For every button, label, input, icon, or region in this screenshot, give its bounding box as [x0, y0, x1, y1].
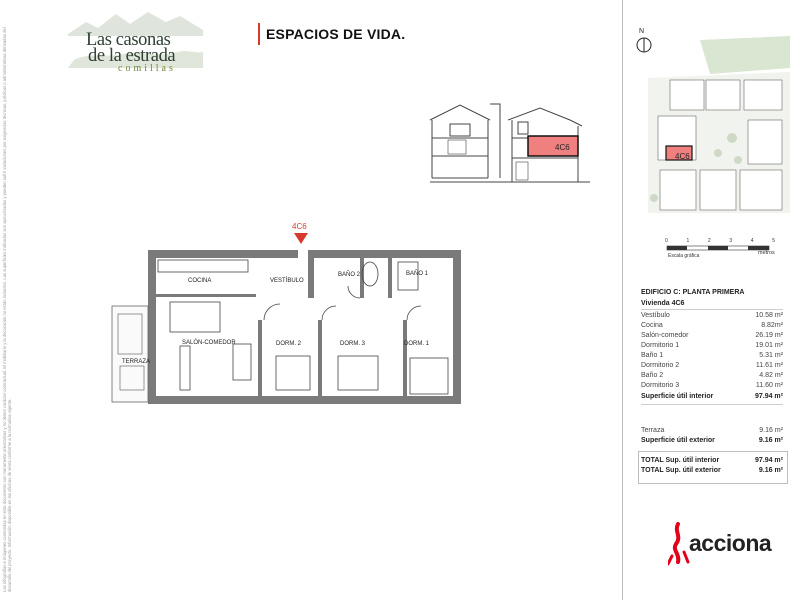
scale-tick-0: 0 [665, 238, 668, 244]
area-label: Dormitorio 1 [641, 342, 680, 349]
area-label: Salón-comedor [641, 332, 689, 339]
area-label: Baño 2 [641, 372, 664, 379]
section-unit-label: 4C6 [555, 143, 570, 152]
table-divider [641, 309, 783, 310]
area-label: Terraza [641, 427, 665, 434]
north-label: N [639, 28, 645, 35]
area-row-bano2 [641, 372, 783, 379]
area-row-dorm1 [641, 342, 783, 349]
scale-tick-5: 5 [772, 238, 775, 244]
total-row-interior [641, 457, 783, 464]
building-heading: EDIFICIO C: PLANTA PRIMERA [641, 289, 745, 296]
page-title: ESPACIOS DE VIDA. [266, 26, 406, 42]
room-label-terraza: TERRAZA [122, 359, 151, 365]
room-label-bano1: BAÑO 1 [406, 271, 429, 277]
brand-subtitle: comillas [118, 63, 176, 74]
area-value: 8.82m² [761, 322, 783, 329]
title-accent-bar [258, 23, 260, 45]
scale-ticks [665, 238, 775, 244]
acciona-wordmark: acciona [689, 530, 772, 556]
area-row-vestibulo [641, 312, 783, 319]
brand-line-2: de la estrada [88, 46, 176, 66]
column-divider [622, 0, 623, 600]
area-value: 4.82 m² [759, 372, 783, 379]
area-label: Superficie útil exterior [641, 437, 715, 444]
total-value: 9.16 m² [758, 467, 783, 474]
area-row-dorm2 [641, 362, 783, 369]
plan-unit-label: 4C6 [292, 222, 307, 231]
area-row-bano1 [641, 352, 783, 359]
room-label-dorm1: DORM. 1 [404, 341, 430, 347]
area-row-terraza [641, 427, 783, 434]
area-row-salon [641, 332, 783, 339]
area-label: Cocina [641, 322, 663, 329]
area-label: Vestíbulo [641, 312, 670, 319]
total-row-exterior [641, 467, 783, 474]
area-value: 19.01 m² [755, 342, 783, 349]
area-row-exterior-total [641, 437, 783, 444]
room-label-dorm2: DORM. 2 [276, 341, 302, 347]
scale-label: Escala gráfica [668, 253, 700, 259]
acciona-logo-icon [668, 522, 690, 566]
total-label: TOTAL Sup. útil interior [641, 457, 720, 464]
room-label-dorm3: DORM. 3 [340, 341, 366, 347]
area-value: 10.58 m² [755, 312, 783, 319]
area-row-interior-total [641, 393, 783, 400]
scale-tick-4: 4 [750, 238, 754, 244]
scale-tick-3: 3 [729, 238, 733, 244]
site-unit-label: 4C6 [675, 152, 690, 161]
area-value: 26.19 m² [755, 332, 783, 339]
entry-marker-icon [294, 233, 308, 245]
area-label: Superficie útil interior [641, 393, 714, 400]
room-label-bano2: BAÑO 2 [338, 272, 361, 278]
area-row-cocina [641, 322, 783, 329]
room-label-cocina: COCINA [188, 278, 212, 284]
building-section-drawing [420, 100, 600, 192]
area-value: 97.94 m² [754, 393, 783, 400]
room-label-salon: SALÓN-COMEDOR [182, 340, 236, 346]
scale-unit: metros [758, 250, 775, 256]
room-label-vestibulo: VESTÍBULO [270, 278, 304, 284]
scale-tick-2: 2 [707, 238, 711, 244]
brand-line-1: Las casonas [86, 30, 171, 50]
area-label: Dormitorio 3 [641, 382, 680, 389]
table-divider [641, 404, 783, 405]
area-value: 9.16 m² [758, 437, 783, 444]
legal-disclaimer [2, 8, 30, 592]
disclaimer-text: Las infografías e imágenes contenidas en este documento son meramente orientativas y no tienen carácter contractual. El mobiliario y la decoración no están incluidos. Las superficies indicadas son aproximadas y pueden sufrir variaciones por exigencias técnicas, jurídicas o administrativas derivadas del desarrollo del proyecto. Información disponible en las oficinas de venta conforme a la normativa vigente. [2, 27, 12, 592]
area-value: 11.61 m² [755, 362, 783, 369]
area-value: 5.31 m² [759, 352, 783, 359]
total-value: 97.94 m² [754, 457, 783, 464]
scale-tick-1: 1 [686, 238, 690, 244]
area-value: 9.16 m² [759, 427, 783, 434]
area-label: Baño 1 [641, 352, 664, 359]
site-plan-map [640, 28, 790, 218]
total-label: TOTAL Sup. útil exterior [641, 467, 721, 474]
area-value: 11.60 m² [755, 382, 783, 389]
area-label: Dormitorio 2 [641, 362, 680, 369]
area-row-dorm3 [641, 382, 783, 389]
unit-subheading: Vivienda 4C6 [641, 300, 685, 307]
